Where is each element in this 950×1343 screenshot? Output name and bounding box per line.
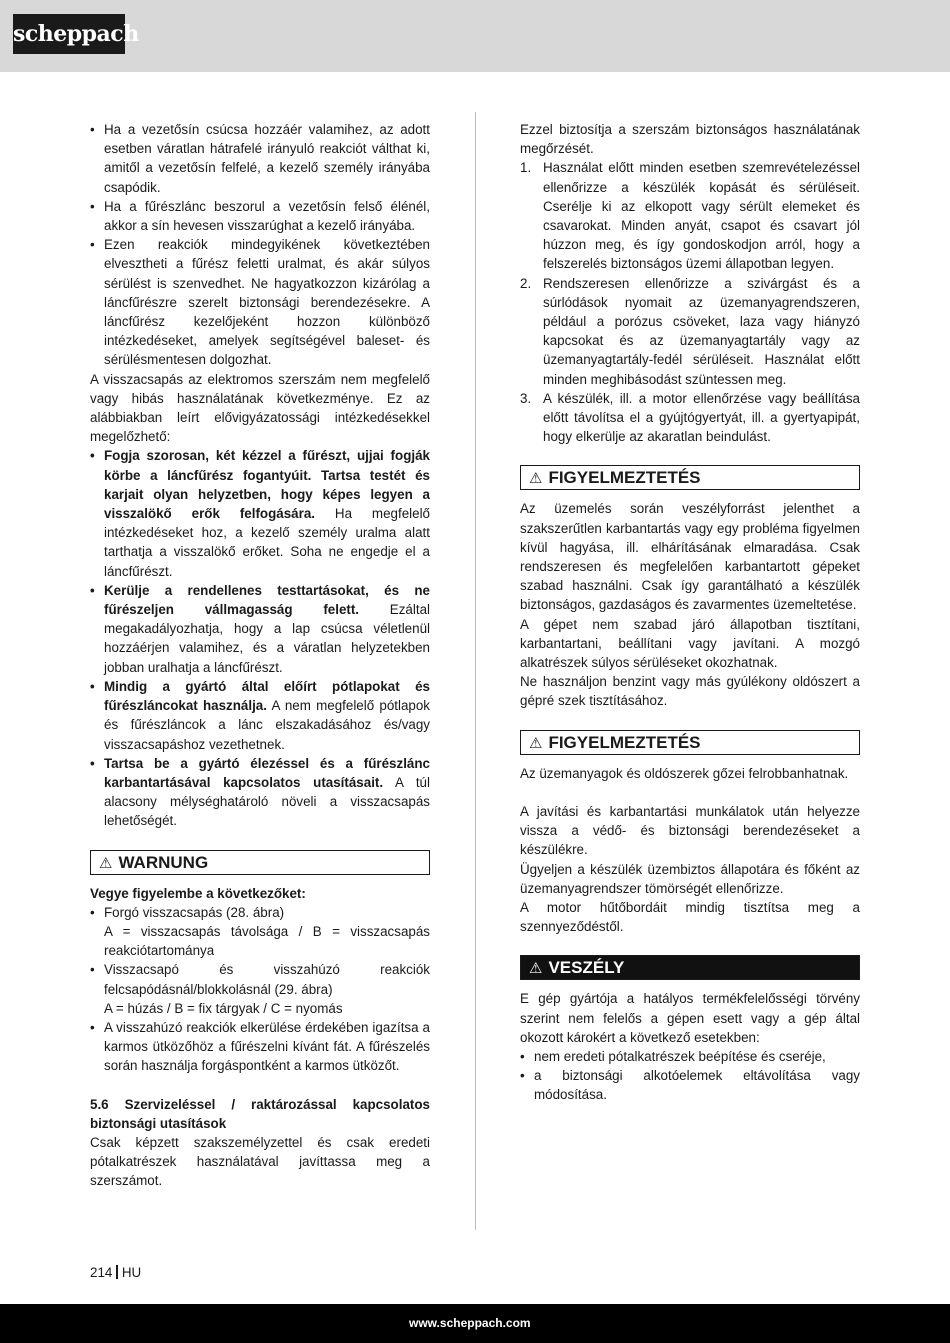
list-item: • a biztonsági alkotóelemek eltávolítása vagy módosítása. bbox=[520, 1066, 860, 1104]
warning-paragraph: Az üzemanyagok és oldószerek gőzei felrobbanhatnak. bbox=[520, 765, 849, 781]
page-footer bbox=[0, 1304, 950, 1343]
list-item-text: Ha megfelelő intézkedéseket hoz, a kezelő személy uralma alatt tarthatja a visszalökő erőket. Soha ne engedje el a láncfűrészt. bbox=[104, 506, 430, 579]
veszely-box bbox=[520, 955, 860, 980]
warnung-box bbox=[90, 850, 430, 875]
list-item: • Ha a fűrészlánc beszorul a vezetősín felső élénél, akkor a sín hevesen visszarúghat a kezelő irányába. bbox=[90, 197, 430, 235]
danger-title: VESZÉLY bbox=[548, 958, 625, 978]
list-item-text: • Forgó visszacsapás (28. ábra) bbox=[104, 904, 285, 920]
numbered-item bbox=[520, 274, 860, 389]
intro-paragraph: Ezzel biztosítja a szerszám biztonságos használatának megőrzését. bbox=[520, 122, 860, 157]
warnung-intro: Vegye figyelembe a következőket: bbox=[90, 885, 306, 901]
list-item-text: A nem megfelelő pótlapok és fűrészláncok a lánc elszakadásához és/vagy visszacsapáshoz vezethetnek. bbox=[104, 698, 430, 752]
right-column bbox=[520, 120, 860, 1105]
list-item-bold: Kerülje a rendellenes testtartásokat, és ne fűrészeljen vállmagasság felett. bbox=[104, 582, 430, 618]
item-text: Használat előtt minden esetben szemrevételezéssel ellenőrizze a készülék kopását és sérüléseit. Cserélje ki az elkopott vagy sérült elemeket és csavarokat. Minden anyát, csapot és csavart jól húzzon meg, és így gondoskodjon arról, hogy a felszerelés biztonságos üzemi állapotban legyen. bbox=[543, 160, 860, 272]
item-text: Rendszeresen ellenőrizze a szivárgást és a súrlódások nyomait az üzemanyagrendszeren, például a porózus csöveket, laza vagy hiányzó kapcsokat és az üzemanyagtartály vagy az üzemanyagtartály-fedél sérüléseit. Használat előtt minden meghibásodást szüntessen meg. bbox=[543, 275, 860, 387]
warning-triangle-icon: ⚠ bbox=[529, 960, 543, 978]
list-item: • nem eredeti pótalkatrészek beépítése és cseréje, bbox=[520, 1047, 860, 1066]
list-item bbox=[90, 903, 430, 961]
list-item-text: A túl alacsony mélységhatároló növeli a visszacsapás lehetőségét. bbox=[104, 774, 430, 829]
numbered-item bbox=[520, 389, 860, 447]
page-header bbox=[0, 0, 950, 72]
list-item bbox=[90, 446, 430, 580]
section-heading: 5.6 Szervizeléssel / raktározással kapcsolatos biztonsági utasítások bbox=[90, 1096, 430, 1131]
list-item bbox=[90, 960, 430, 1018]
list-item bbox=[90, 1018, 430, 1076]
column-divider bbox=[475, 112, 476, 1230]
page-number bbox=[90, 1265, 141, 1280]
separator bbox=[116, 1265, 118, 1279]
maintenance-paragraph: Ügyeljen a készülék üzembiztos állapotára és főként az üzemanyagrendszer tömörségét ellenőrizze. bbox=[520, 861, 860, 896]
maintenance-paragraph: A motor hűtőbordáit mindig tisztítsa meg a szennyeződéstől. bbox=[520, 899, 860, 935]
left-column bbox=[90, 120, 430, 1191]
list-item bbox=[90, 677, 430, 754]
figyelmeztetes-box-2 bbox=[520, 730, 860, 755]
list-item-subtext: A = húzás / B = fix tárgyak / C = nyomás bbox=[104, 1000, 343, 1016]
list-item: • Ha a vezetősín csúcsa hozzáér valamihez, az adott esetben váratlan hátrafelé irányuló reakciót válthat ki, amitől a vezetősín felfelé, a kezelő személy irányába csapódik. bbox=[90, 120, 430, 197]
list-item: • Ezen reakciók mindegyikének következtében elvesztheti a fűrész feletti uralmat, és akár súlyos sérülést is szenvedhet. Ne hagyatkozzon kizárólag a láncfűrészre szerelt biztonsági berendezésekre. A láncfűrész kezelőjeként hozzon különböző intézkedéseket, amelyek segítségével baleset- és sérülésmentesen dolgozhat. bbox=[90, 235, 430, 369]
danger-paragraph: E gép gyártója a hatályos termékfelelősségi törvény szerint nem felelős a gépen esett vagy a gép által okozott károkért a következő esetekben: bbox=[520, 991, 860, 1045]
list-item bbox=[90, 581, 430, 677]
list-item-text: • Visszacsapó és visszahúzó reakciók felcsapódásnál/blokkolásnál (29. ábra) bbox=[104, 962, 430, 997]
warning-paragraph: A gépet nem szabad járó állapotban tisztítani, karbantartani, beállítani vagy javítani. A mozgó alkatrészek súlyos sérüléseket okozhatnak. bbox=[520, 616, 860, 671]
maintenance-paragraph: A javítási és karbantartási munkálatok után helyezze vissza a védő- és biztonsági berendezéseket a készülékre. bbox=[520, 803, 860, 858]
warning-paragraph: Ne használjon benzint vagy más gyúlékony oldószert a gépré szek tisztításához. bbox=[520, 674, 860, 709]
list-item-subtext: A = visszacsapás távolsága / B = visszacsapás reakciótartománya bbox=[104, 923, 430, 959]
numbered-item bbox=[520, 158, 860, 273]
page-num: 214 bbox=[90, 1265, 113, 1280]
warning-title: FIGYELMEZTETÉS bbox=[548, 468, 701, 488]
list-item-text: Ezáltal megakadályozhatja, hogy a lap csúcsa véletlenül hozzáérjen valamihez, és a váratlan helyzetekben jobban uralhatja a láncfűrészt. bbox=[104, 602, 430, 675]
list-item-bold: Tartsa be a gyártó élezéssel és a fűrészlánc karbantartásával kapcsolatos utasításait. bbox=[104, 755, 430, 790]
item-number: 3. bbox=[520, 390, 532, 406]
warnung-title: WARNUNG bbox=[118, 852, 209, 872]
list-item-bold: Mindig a gyártó által előírt pótlapokat és fűrészláncokat használja. bbox=[104, 678, 430, 714]
section-text: Csak képzett szakszemélyzettel és csak eredeti pótalkatrészek használatával javíttassa meg a szerszámot. bbox=[90, 1134, 430, 1189]
figyelmeztetes-box-1 bbox=[520, 465, 860, 490]
kickback-paragraph: A visszacsapás az elektromos szerszám nem megfelelő vagy hibás használatának következménye. Ez az alábbiakban leírt elővigyázatossági intézkedésekkel megelőzhető: bbox=[90, 371, 430, 445]
warning-triangle-icon: ⚠ bbox=[99, 854, 113, 872]
warning-title: FIGYELMEZTETÉS bbox=[548, 732, 701, 752]
item-number: 2. bbox=[520, 275, 532, 291]
warning-triangle-icon: ⚠ bbox=[529, 470, 543, 488]
item-number: 1. bbox=[520, 160, 532, 176]
item-text: A készülék, ill. a motor ellenőrzése vagy beállítása előtt távolítsa el a gyújtógyertyát, ill. a gyertyapipát, hogy elkerülje az akaratlan beindulást. bbox=[543, 390, 860, 445]
brand-logo: scheppach bbox=[13, 14, 125, 54]
warning-triangle-icon: ⚠ bbox=[529, 734, 543, 752]
language-code: HU bbox=[121, 1265, 142, 1280]
list-item-text: • A visszahúzó reakciók elkerülése érdekében igazítsa a karmos ütközőhöz a fűrészelni kívánt fát. A fűrészelés során használja forgáspontként a karmos ütközőt. bbox=[104, 1019, 430, 1074]
list-item-bold: Fogja szorosan, két kézzel a fűrészt, ujjai fogják körbe a láncfűrész fogantyúit. Tartsa testét és karjait olyan helyzetben, hogy képes legyen a visszalökő erők felfogására. bbox=[104, 448, 430, 522]
warning-paragraph: Az üzemelés során veszélyforrást jelenthet a szakszerűtlen karbantartás vagy egy probléma figyelmen kívül hagyása, ill. elhárításának elmaradása. Csak rendszeresen és megfelelően karbantartott gépeket szabad használni. Csak így garantálható a készülék biztonságos, gazdaságos és zavarmentes üzemeltetése. bbox=[520, 501, 860, 613]
website-link[interactable]: www.scheppach.com bbox=[409, 1316, 531, 1330]
list-item bbox=[90, 754, 430, 831]
